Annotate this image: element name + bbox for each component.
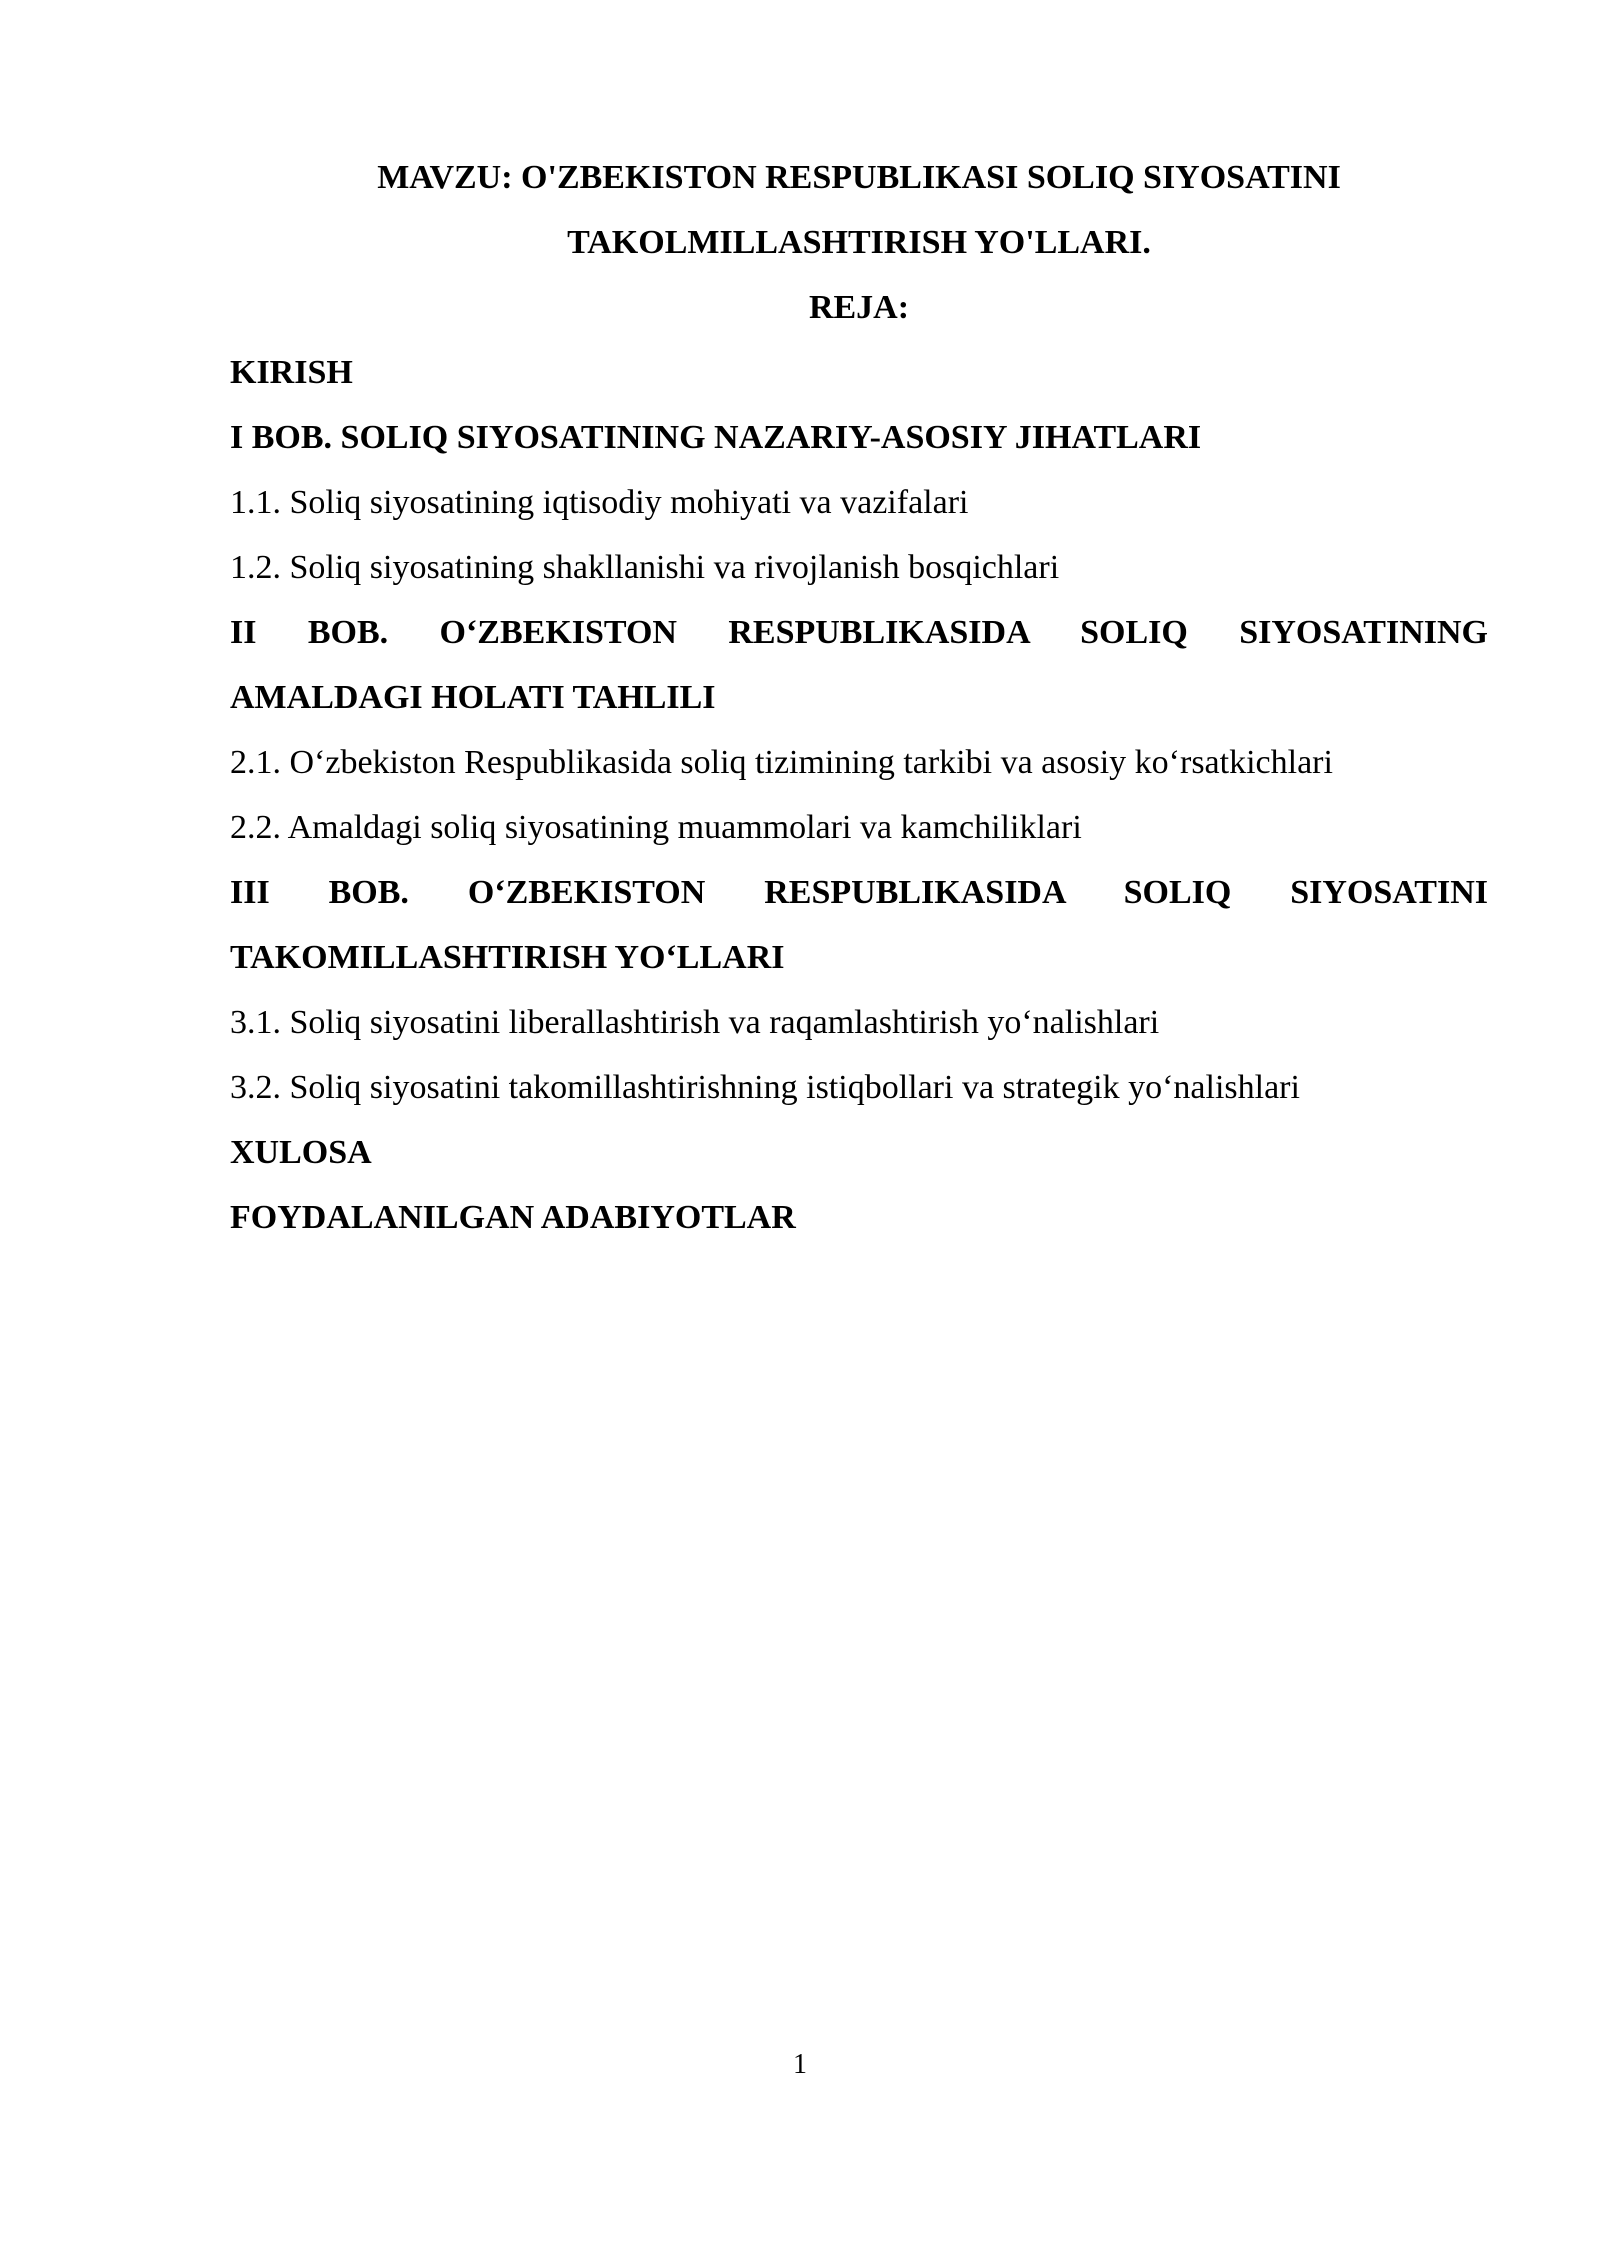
toc-chapter-2-line-2: AMALDAGI HOLATI TAHLILI [230,679,716,716]
toc-section-3-2: 3.2. Soliq siyosatini takomillashtirishning istiqbollari va strategik yo‘nalishlari [230,1069,1300,1106]
toc-section-2-2: 2.2. Amaldagi soliq siyosatining muammolari va kamchiliklari [230,809,1082,846]
toc-references: FOYDALANILGAN ADABIYOTLAR [230,1199,796,1236]
toc-section-3-1: 3.1. Soliq siyosatini liberallashtirish va raqamlashtirish yo‘nalishlari [230,1004,1160,1041]
topic-title-line-1: MAVZU: O'ZBEKISTON RESPUBLIKASI SOLIQ SIYOSATINI [377,159,1341,196]
toc-chapter-1: I BOB. SOLIQ SIYOSATINING NAZARIY-ASOSIY JIHATLARI [230,419,1202,456]
page-content [230,145,1488,1250]
toc-introduction: KIRISH [230,354,353,391]
plan-heading: REJA: [808,289,910,326]
toc-section-1-1: 1.1. Soliq siyosatining iqtisodiy mohiyati va vazifalari [230,484,969,521]
page-number: 1 [793,2049,807,2080]
topic-title-line-2: TAKOLMILLASHTIRISH YO'LLARI. [567,224,1151,261]
toc-chapter-3-line-2: TAKOMILLASHTIRISH YO‘LLARI [230,939,785,976]
toc-section-2-1: 2.1. O‘zbekiston Respublikasida soliq tizimining tarkibi va asosiy ko‘rsatkichlari [230,744,1333,781]
toc-section-1-2: 1.2. Soliq siyosatining shakllanishi va rivojlanish bosqichlari [230,549,1060,586]
toc-chapter-2-line-1: II BOB. O‘ZBEKISTON RESPUBLIKASIDA SOLIQ SIYOSATINING [230,614,1488,651]
toc-conclusion: XULOSA [230,1134,372,1171]
toc-chapter-3-line-1: III BOB. O‘ZBEKISTON RESPUBLIKASIDA SOLIQ SIYOSATINI [230,874,1488,911]
